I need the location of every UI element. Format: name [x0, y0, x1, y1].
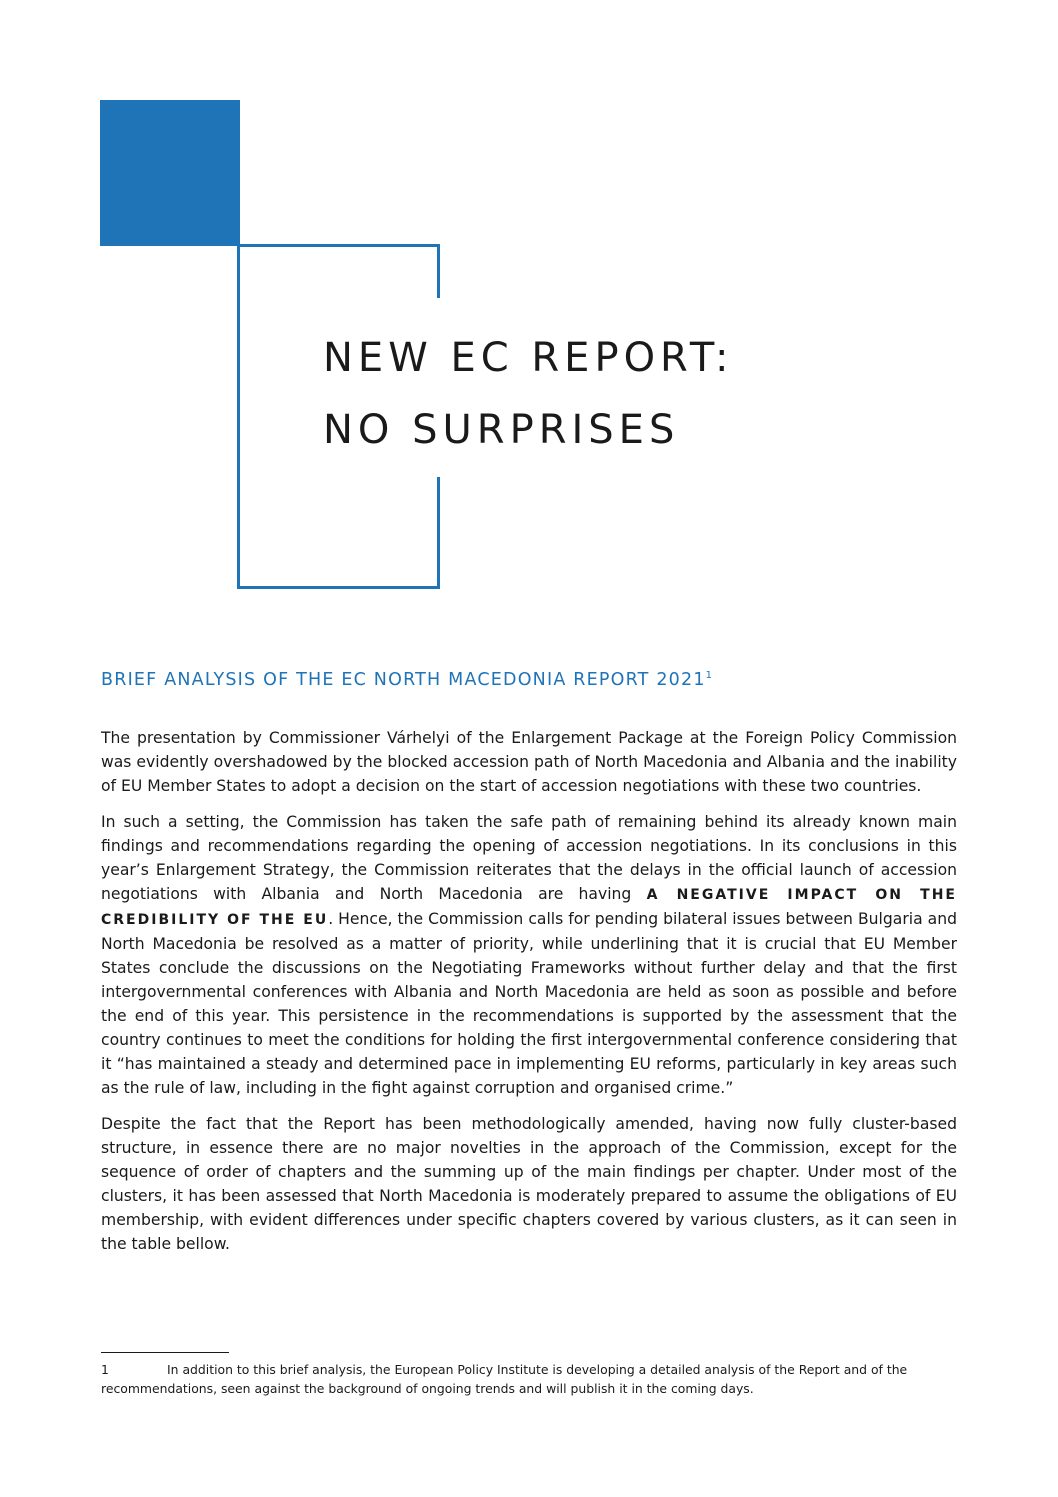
frame-bottom-line	[237, 586, 440, 589]
paragraph-1: The presentation by Commissioner Várhelyi of the Enlargement Package at the Foreign Policy Commission was evidently overshadowed by the blocked accession path of North Macedonia and Albania and the inability of EU Member States to adopt a decision on the start of accession negotiations with these two countries.	[101, 729, 957, 795]
footnote-rule	[101, 1352, 229, 1353]
footnote-text: In addition to this brief analysis, the European Policy Institute is developing a detailed analysis of the Report and of the recommendations, seen against the background of ongoing trends and will publish it in the coming days.	[101, 1362, 908, 1396]
title-line-2: NO SURPRISES	[323, 407, 680, 453]
body-text	[101, 726, 957, 1268]
frame-right-top-line	[437, 244, 440, 298]
title-line-1: NEW EC REPORT:	[323, 335, 734, 381]
frame-right-bottom-line	[437, 477, 440, 589]
paragraph-3: Despite the fact that the Report has been methodologically amended, having now fully cluster-based structure, in essence there are no major novelties in the approach of the Commission, except for the sequence of order of chapters and the summing up of the main findings per chapter. Under most of the clusters, it has been assessed that North Macedonia is moderately prepared to assume the obligations of EU membership, with evident differences under specific chapters covered by various clusters, as it can seen in the table bellow.	[101, 1115, 957, 1253]
subtitle-footnote-ref: 1	[705, 670, 713, 682]
paragraph-2-emphasis: A NEGATIVE IMPACT ON THE CREDIBILITY OF THE EU	[101, 887, 957, 928]
section-subtitle	[101, 670, 712, 690]
frame-top-line	[237, 244, 440, 247]
paragraph-2-end: . Hence, the Commission calls for pending bilateral issues between Bulgaria and North Macedonia be resolved as a matter of priority, while underlining that it is crucial that EU Member States conclude the discussions on the Negotiating Frameworks without further delay and that the first intergovernmental conferences with Albania and North Macedonia are held as soon as possible and before the end of this year. This persistence in the recommendations is supported by the assessment that the country continues to meet the conditions for holding the first intergovernmental conference considering that it “has maintained a steady and determined pace in implementing EU reforms, particularly in key areas such as the rule of law, including in the fight against corruption and organised crime.”	[101, 910, 957, 1097]
paragraph-2	[101, 810, 957, 1100]
subtitle-text: BRIEF ANALYSIS OF THE EC NORTH MACEDONIA REPORT 2021	[101, 670, 706, 690]
footnote	[101, 1360, 957, 1398]
footnote-number: 1	[101, 1362, 109, 1377]
frame-left-line	[237, 244, 240, 589]
paragraph-2-start: In such a setting, the Commission has taken the safe path of remaining behind its already known main findings and recommendations regarding the opening of accession negotiations. In its conclusions in this year’s Enlargement Strategy, the Commission reiterates that the delays in the official launch of accession negotiations with Albania and North Macedonia are having	[101, 813, 957, 903]
decorative-blue-square	[100, 100, 240, 246]
